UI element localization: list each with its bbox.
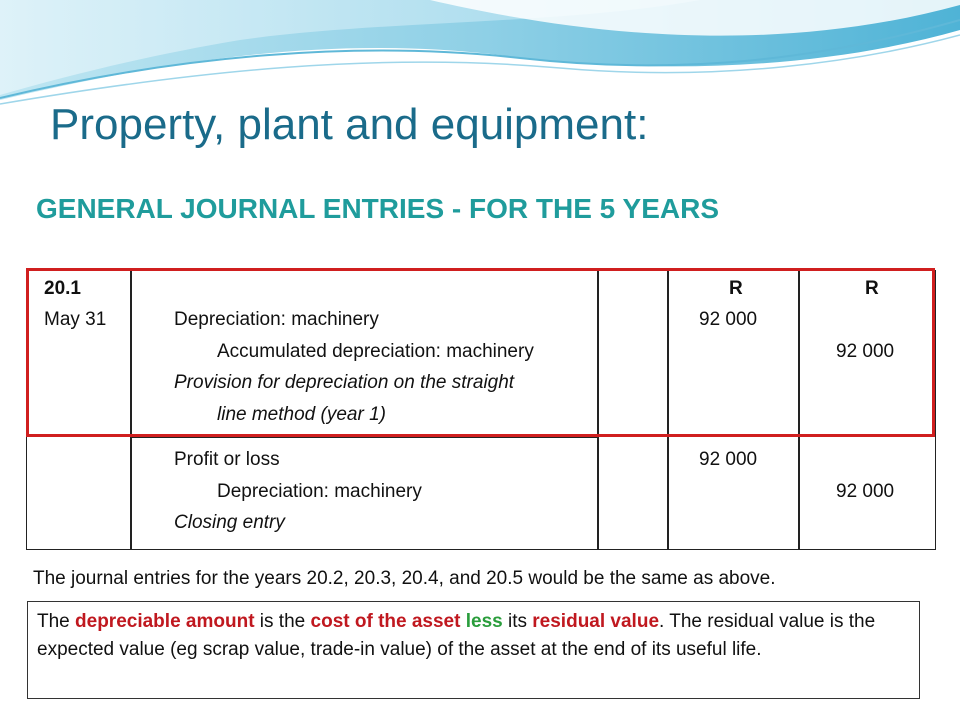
slide-subtitle: GENERAL JOURNAL ENTRIES - FOR THE 5 YEARS xyxy=(36,193,719,224)
narration-line: Provision for depreciation on the straight xyxy=(174,372,515,393)
wave-header-decoration xyxy=(0,0,960,110)
term-cost-of-asset: cost of the asset xyxy=(310,611,461,632)
definition-box xyxy=(27,601,920,699)
narration-line: Closing entry xyxy=(174,512,285,533)
entry-date: May 31 xyxy=(44,309,107,330)
credit-currency-header: R xyxy=(865,278,879,299)
term-residual-value: residual value xyxy=(532,611,660,632)
debit-account: Profit or loss xyxy=(174,449,280,470)
entry-year: 20.1 xyxy=(44,278,81,299)
credit-amount: 92 000 xyxy=(836,481,895,502)
debit-account: Depreciation: machinery xyxy=(174,309,379,330)
term-depreciable-amount: depreciable amount xyxy=(75,611,255,632)
definition-text: . The residual value is the expected value (eg scrap value, trade-in value) of the asset at the end of its useful life. xyxy=(37,611,876,660)
definition-text: is the xyxy=(254,611,311,632)
highlight-box xyxy=(26,268,935,437)
debit-currency-header: R xyxy=(729,278,743,299)
credit-amount: 92 000 xyxy=(836,341,895,362)
credit-account: Depreciation: machinery xyxy=(217,481,422,502)
definition-text: its xyxy=(502,611,533,632)
credit-account: Accumulated depreciation: machinery xyxy=(217,341,534,362)
journal-note: The journal entries for the years 20.2, 20.3, 20.4, and 20.5 would be the same as above. xyxy=(33,568,776,589)
debit-amount: 92 000 xyxy=(699,309,758,330)
narration-line: line method (year 1) xyxy=(217,404,386,425)
debit-amount: 92 000 xyxy=(699,449,758,470)
definition-text: The xyxy=(37,611,76,632)
slide-title: Property, plant and equipment: xyxy=(50,100,649,149)
term-less: less xyxy=(465,611,503,632)
